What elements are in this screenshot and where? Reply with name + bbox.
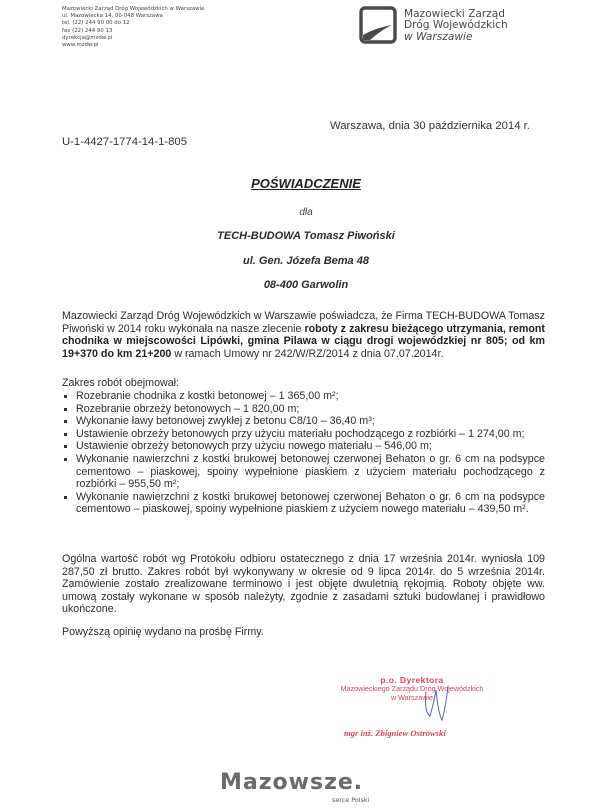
handwritten-signature — [420, 682, 456, 726]
sender-email: dyrekcja@mzdw.pl — [62, 34, 113, 41]
document-title: POŚWIADCZENIE — [251, 176, 361, 191]
road-logo-icon — [359, 6, 397, 44]
scope-item: Rozebranie chodnika z kostki betonowej – 1 365,00 m²; — [62, 390, 545, 403]
stamp-title: p.o. Dyrektora — [380, 675, 444, 685]
scope-item: Ustawienie obrzeży betonowych przy użyciu materiału pochodzącego z rozbiórki – 1 274,00 m; — [62, 428, 545, 441]
reference-number: U-1-4427-1774-14-1-805 — [62, 136, 187, 148]
scope-item: Wykonanie nawierzchni z kostki brukowej betonowej czerwonej Behaton o gr. 6 cm na podsypce cementowo – piaskowej, spoiny wypełnione piaskiem z użyciem nowego materiału – 439,50 m². — [62, 491, 545, 516]
signer-name: mgr inż. Zbigniew Ostrowski — [344, 728, 446, 738]
intro-text: Mazowiecki Zarząd Dróg Wojewódzkich w Warszawie poświadcza, że Firma TECH-BUDOWA Tomasz Piwoński w 2014 roku wykonała na nasze zlecenie — [62, 310, 545, 335]
sender-address: ul. Mazowiecka 14, 00-048 Warszawa — [62, 13, 163, 20]
sender-name: Mazowiecki Zarząd Dróg Wojewódzkich w Warszawie — [62, 6, 205, 12]
scope-heading: Zakres robót obejmował: — [62, 377, 180, 389]
place-date: Warszawa, dnia 30 października 2014 r. — [330, 120, 530, 132]
scope-item: Ustawienie obrzeży betonowych przy użyciu nowego materiału – 546,00 m; — [62, 440, 545, 453]
footer-brand: Mazowsze. — [220, 770, 364, 795]
sender-website: www.mzdw.pl — [62, 42, 99, 49]
logo-line-3: w Warszawie — [404, 30, 473, 43]
intro-work-description: roboty z zakresu bieżącego utrzymania, remont chodnika w miejscowości Lipówki, gmina Pilawa w ciągu drogi wojewódzkiej nr 805; od km 19+370 do km 21+200 — [62, 322, 545, 360]
stamp-city: w Warszawie — [390, 692, 434, 702]
intro-paragraph — [62, 310, 545, 360]
recipient-street: ul. Gen. Józefa Bema 48 — [243, 255, 369, 267]
official-stamp — [314, 676, 510, 702]
footer-tagline: serce Polski — [332, 796, 370, 804]
sender-contact-block — [62, 6, 204, 49]
scope-item: Rozebranie obrzeży betonowych – 1 820,00 m; — [62, 403, 545, 416]
scope-item: Wykonanie nawierzchni z kostki brukowej betonowej czerwonej Behaton o gr. 6 cm na podsypce cementowo – piaskowej, spoiny wypełnione piaskiem z użyciem materiału pochodzącego z rozbiórki – 955,50 m²; — [62, 453, 545, 491]
sender-fax: fax (22) 244 90 13 — [62, 27, 113, 34]
intro-contract: w ramach Umowy nr 242/W/RZ/2014 z dnia 07.07.2014r. — [171, 347, 444, 360]
logo-line-1: Mazowiecki Zarząd — [404, 8, 505, 20]
closing-line: Powyższą opinię wydano na prośbę Firmy. — [62, 626, 264, 638]
summary-paragraph: Ogólna wartość robót wg Protokołu odbioru ostatecznego z dnia 17 września 2014r. wyniosła 109 287,50 zł brutto. Zakres robót był wykonywany w okresie od 9 lipca 2014r. do 5 września 2014r. Zamówienie zostało zrealizowane terminowo i jest objęte dwuletnią rękojmią. Roboty objęte ww. umową zostały wykonane w sposób należyty, zgodnie z zasadami sztuki budowlanej i prawidłowo ukończone. — [62, 553, 545, 616]
logo-line-2: Dróg Wojewódzkich — [404, 19, 508, 32]
scope-item: Wykonanie ławy betonowej zwykłej z betonu C8/10 – 36,40 m³; — [62, 415, 545, 428]
scope-list — [62, 390, 545, 516]
stamp-institution: Mazowieckiego Zarządu Dróg Wojewódzkich — [340, 683, 484, 693]
recipient-city: 08-400 Garwolin — [263, 279, 349, 291]
mzdw-logo — [359, 6, 519, 46]
mazowsze-logo — [220, 772, 390, 804]
sender-phone: tel. (22) 244 90 00 do 12 — [62, 20, 130, 27]
recipient-name: TECH-BUDOWA Tomasz Piwoński — [217, 230, 395, 242]
logo-text — [404, 9, 508, 43]
for-label: dla — [299, 207, 313, 218]
